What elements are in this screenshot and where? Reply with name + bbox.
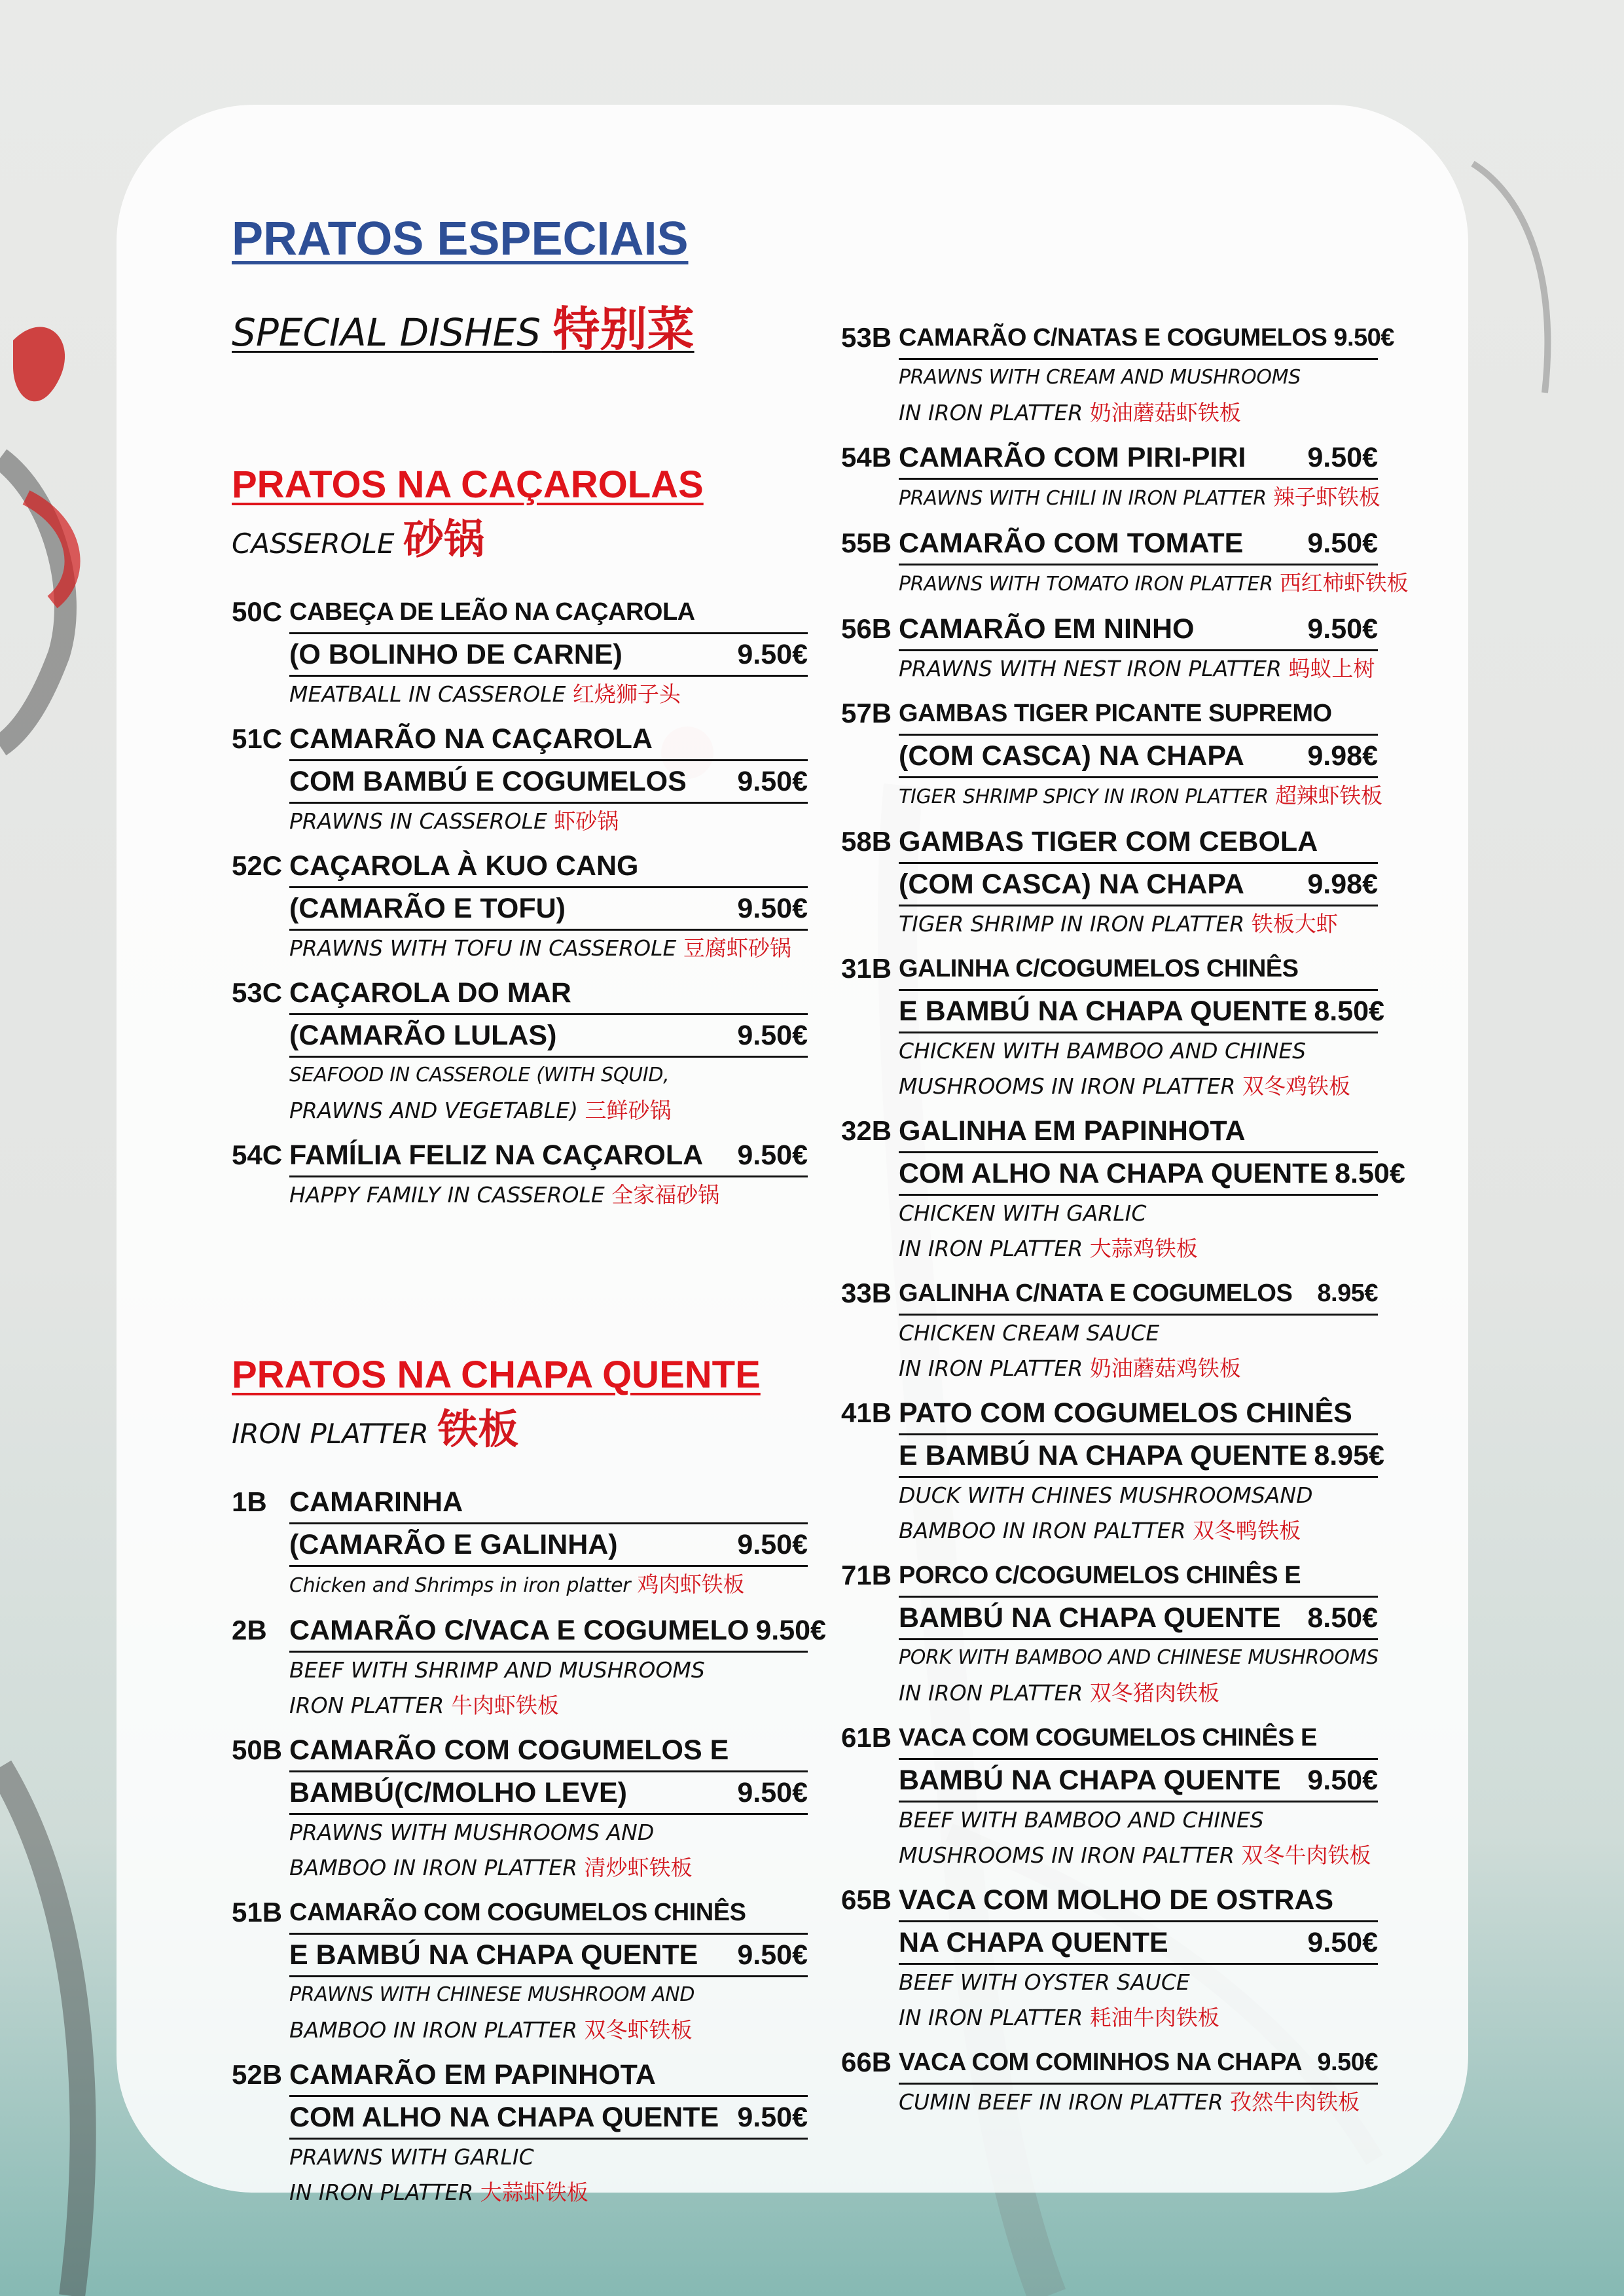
- item-body: [899, 609, 1378, 687]
- left-column: [232, 209, 826, 2217]
- item-price: 9.50€: [737, 1939, 808, 1971]
- item-english-text: MEATBALL IN CASSEROLE: [289, 681, 566, 707]
- menu-item: [841, 948, 1384, 1104]
- item-english-text: PRAWNS WITH NEST IRON PLATTER: [899, 656, 1282, 681]
- item-name: E BAMBÚ NA CHAPA QUENTE: [899, 996, 1308, 1027]
- item-name-line: [899, 1111, 1378, 1153]
- menu-item: [232, 1892, 808, 2048]
- item-english-text: SEAFOOD IN CASSEROLE (WITH SQUID,: [289, 1064, 670, 1086]
- item-body: [289, 846, 808, 966]
- item-body: [899, 437, 1378, 516]
- section-title-iron-platter: PRATOS NA CHAPA QUENTE: [232, 1354, 761, 1396]
- item-chinese-name: 奶油蘑菇鸡铁板: [1083, 1355, 1241, 1381]
- item-chinese-name: 双冬猪肉铁板: [1083, 1680, 1219, 1706]
- item-name-line: [899, 1717, 1378, 1760]
- item-english-desc: [899, 565, 1409, 602]
- item-body: [899, 1717, 1378, 1873]
- item-chinese-name: 豆腐虾砂锅: [676, 935, 791, 961]
- item-english-desc: [899, 1196, 1378, 1231]
- item-name-line: [899, 1555, 1378, 1598]
- item-name: CAMARÃO COM PIRI-PIRI: [899, 442, 1246, 473]
- item-name-line: [899, 1153, 1405, 1196]
- item-chinese-name: 鸡肉虾铁板: [630, 1571, 745, 1597]
- item-code: 51C: [232, 723, 283, 754]
- item-english-desc: [899, 1676, 1378, 1711]
- item-english-desc: [899, 1640, 1378, 1676]
- item-name: CAMARÃO EM PAPINHOTA: [289, 2059, 656, 2090]
- item-name: (CAMARÃO E GALINHA): [289, 1529, 618, 1560]
- item-name: NA CHAPA QUENTE: [899, 1927, 1168, 1958]
- item-chinese-name: 全家福砂锅: [604, 1182, 720, 1208]
- item-english-text: PORK WITH BAMBOO AND CHINESE MUSHROOMS: [899, 1646, 1379, 1669]
- item-code: 58B: [841, 826, 892, 857]
- iron-platter-item-list-left: [232, 1482, 826, 2210]
- item-body: [289, 1135, 808, 1213]
- item-english-desc: [899, 2085, 1378, 2120]
- item-english-desc: [289, 1567, 808, 1604]
- section-subtitle-zh: 铁板: [437, 1405, 519, 1453]
- item-name: (COM CASCA) NA CHAPA: [899, 740, 1244, 772]
- item-english-desc: [899, 651, 1378, 687]
- item-english-text: PRAWNS WITH MUSHROOMS AND: [289, 1820, 655, 1845]
- item-english-text: PRAWNS WITH CHILI IN IRON PLATTER: [899, 487, 1267, 510]
- item-name-line: [289, 1935, 808, 1977]
- item-chinese-name: 奶油蘑菇虾铁板: [1083, 400, 1241, 425]
- item-name-line: [899, 1760, 1378, 1803]
- item-code: 53C: [232, 977, 283, 1008]
- item-body: [289, 2054, 808, 2210]
- item-price: 8.50€: [1307, 1602, 1378, 1634]
- item-chinese-name: 西红柿虾铁板: [1272, 570, 1409, 596]
- item-code: 66B: [841, 2047, 892, 2077]
- menu-item: [841, 821, 1378, 942]
- item-english-desc: [899, 1838, 1378, 1873]
- item-english-text: PRAWNS WITH CREAM AND MUSHROOMS: [899, 366, 1301, 389]
- menu-item: [232, 1135, 808, 1213]
- item-code: 54B: [841, 442, 892, 473]
- item-name-line: [289, 1482, 808, 1524]
- item-body: [899, 1273, 1378, 1386]
- item-english-text: IN IRON PLATTER: [289, 2179, 474, 2205]
- item-code: 50B: [232, 1734, 283, 1765]
- item-name-line: [899, 1598, 1378, 1640]
- item-chinese-name: 双冬鸭铁板: [1185, 1518, 1301, 1543]
- item-code: 61B: [841, 1722, 892, 1753]
- item-english-desc: [899, 1803, 1378, 1838]
- item-body: [899, 317, 1394, 431]
- menu-item: [841, 609, 1378, 687]
- item-price: 9.50€: [1317, 2049, 1378, 2076]
- item-body: [899, 693, 1382, 815]
- item-name-line: [899, 437, 1378, 480]
- item-english-desc: [899, 1316, 1378, 1351]
- item-english-desc: [899, 2000, 1378, 2036]
- item-english-desc: [289, 677, 808, 712]
- item-name-line: [899, 864, 1378, 906]
- item-name-line: [289, 2054, 808, 2097]
- menu-item: [841, 523, 1409, 602]
- item-name-line: [899, 736, 1378, 778]
- menu-item: [841, 1880, 1378, 2036]
- menu-item: [232, 2054, 808, 2210]
- item-price: 9.50€: [737, 639, 808, 670]
- item-chinese-name: 大蒜虾铁板: [473, 2179, 588, 2205]
- item-chinese-name: 蚂蚁上树: [1281, 656, 1375, 681]
- item-code: 65B: [841, 1884, 892, 1915]
- section-subtitle-en: IRON PLATTER: [232, 1418, 429, 1450]
- item-name: GALINHA EM PAPINHOTA: [899, 1115, 1246, 1147]
- item-name: FAMÍLIA FELIZ NA CAÇAROLA: [289, 1139, 704, 1171]
- item-english-desc: [289, 2140, 808, 2175]
- iron-platter-item-list-right: [841, 317, 1409, 2120]
- page-subtitle-en: SPECIAL DISHES: [232, 310, 541, 355]
- item-name-line: [289, 1892, 808, 1935]
- item-name-line: [899, 1922, 1378, 1965]
- item-name-line: [289, 846, 808, 888]
- item-code: 71B: [841, 1560, 892, 1590]
- item-name-line: [899, 609, 1378, 651]
- item-code: 56B: [841, 613, 892, 644]
- item-name: (COM CASCA) NA CHAPA: [899, 869, 1244, 900]
- item-english-desc: [289, 1653, 808, 1688]
- item-english-desc: [899, 480, 1378, 516]
- section-subtitle-en: CASSEROLE: [232, 528, 395, 560]
- item-name: (CAMARÃO E TOFU): [289, 893, 566, 924]
- item-name: BAMBÚ NA CHAPA QUENTE: [899, 1765, 1281, 1796]
- item-price: 9.50€: [1307, 613, 1378, 645]
- item-name-line: [289, 1524, 808, 1567]
- item-english-text: IN IRON PLATTER: [899, 1680, 1083, 1706]
- section-subtitle-iron-platter: [232, 1400, 808, 1463]
- item-body: [289, 1730, 808, 1886]
- item-name-line: [289, 2097, 808, 2140]
- item-body: [899, 1111, 1405, 1266]
- item-english-desc: [899, 395, 1378, 431]
- item-english-text: HAPPY FAMILY IN CASSEROLE: [289, 1182, 605, 1208]
- item-price: 9.50€: [1307, 1927, 1378, 1958]
- item-body: [289, 1482, 808, 1604]
- item-price: 9.98€: [1307, 740, 1378, 772]
- item-english-desc: [899, 1513, 1378, 1549]
- item-code: 32B: [841, 1115, 892, 1146]
- item-english-desc: [289, 1177, 808, 1213]
- item-english-desc: [899, 1069, 1378, 1104]
- item-english-text: PRAWNS AND VEGETABLE): [289, 1098, 579, 1123]
- item-body: [899, 523, 1409, 602]
- item-code: 41B: [841, 1397, 892, 1428]
- item-name-line: [289, 1135, 808, 1177]
- item-chinese-name: 双冬虾铁板: [577, 2017, 693, 2043]
- item-body: [289, 973, 808, 1128]
- casserole-item-list: [232, 592, 808, 1213]
- item-name-line: [289, 1610, 826, 1653]
- item-name-line: [899, 821, 1378, 864]
- menu-item: [841, 1273, 1378, 1386]
- item-code: 55B: [841, 528, 892, 558]
- item-english-text: TIGER SHRIMP IN IRON PLATTER: [899, 911, 1245, 937]
- item-price: 8.50€: [1335, 1158, 1405, 1189]
- item-english-desc: [899, 1965, 1378, 2000]
- item-code: 33B: [841, 1278, 892, 1308]
- item-code: 53B: [841, 322, 892, 353]
- item-body: [899, 821, 1378, 942]
- item-price: 8.95€: [1317, 1280, 1378, 1307]
- item-price: 9.50€: [1307, 1765, 1378, 1796]
- item-name: GAMBAS TIGER COM CEBOLA: [899, 826, 1318, 857]
- item-body: [899, 948, 1384, 1104]
- item-price: 9.50€: [737, 1529, 808, 1560]
- item-code: 52B: [232, 2059, 283, 2090]
- item-chinese-name: 超辣虾铁板: [1268, 783, 1382, 808]
- item-english-text: MUSHROOMS IN IRON PALTTER: [899, 1842, 1235, 1868]
- item-name: CABEÇA DE LEÃO NA CAÇAROLA: [289, 598, 695, 626]
- item-name: VACA COM COGUMELOS CHINÊS E: [899, 1724, 1317, 1751]
- item-english-text: CHICKEN CREAM SAUCE: [899, 1320, 1160, 1346]
- item-chinese-name: 清炒虾铁板: [577, 1855, 693, 1880]
- item-name: VACA COM COMINHOS NA CHAPA: [899, 2049, 1303, 2076]
- item-chinese-name: 双冬牛肉铁板: [1234, 1842, 1371, 1868]
- item-name-line: [899, 1435, 1384, 1478]
- item-english-desc: [899, 1033, 1378, 1069]
- item-body: [899, 1880, 1378, 2036]
- item-name: PORCO C/COGUMELOS CHINÊS E: [899, 1562, 1301, 1589]
- item-body: [899, 1555, 1378, 1711]
- item-english-text: BAMBOO IN IRON PALTTER: [899, 1518, 1186, 1543]
- section-title-casserole: PRATOS NA CAÇAROLAS: [232, 463, 704, 506]
- section-subtitle-casserole: [232, 510, 808, 573]
- item-price: 9.50€: [1307, 528, 1378, 559]
- item-price: 9.50€: [737, 766, 808, 797]
- item-price: 8.95€: [1314, 1440, 1384, 1471]
- item-name: E BAMBÚ NA CHAPA QUENTE: [899, 1440, 1308, 1471]
- item-price: 8.50€: [1314, 996, 1384, 1027]
- item-chinese-name: 虾砂锅: [547, 808, 619, 834]
- page-subtitle-zh: 特别菜: [552, 301, 695, 357]
- item-name-line: [289, 1730, 808, 1772]
- item-chinese-name: 铁板大虾: [1244, 911, 1338, 937]
- item-name: CAÇAROLA À KUO CANG: [289, 850, 639, 882]
- item-chinese-name: 孜然牛肉铁板: [1223, 2089, 1360, 2115]
- item-name: COM BAMBÚ E COGUMELOS: [289, 766, 687, 797]
- item-name-line: [899, 1273, 1378, 1316]
- item-code: 31B: [841, 953, 892, 984]
- item-name-line: [899, 1880, 1378, 1922]
- menu-item: [841, 317, 1394, 431]
- menu-item: [841, 437, 1378, 516]
- item-name: CAMARÃO C/VACA E COGUMELO: [289, 1615, 749, 1646]
- item-code: 52C: [232, 850, 283, 881]
- item-name-line: [899, 948, 1378, 991]
- item-price: 9.50€: [1307, 442, 1378, 473]
- item-name: CAMARINHA: [289, 1486, 463, 1518]
- item-name: GAMBAS TIGER PICANTE SUPREMO: [899, 700, 1332, 727]
- item-price: 9.50€: [737, 2102, 808, 2133]
- menu-item: [841, 1717, 1378, 1873]
- item-english-desc: [289, 1688, 808, 1723]
- item-name-line: [289, 592, 808, 634]
- item-english-text: IN IRON PLATTER: [899, 1355, 1083, 1381]
- item-name: COM ALHO NA CHAPA QUENTE: [289, 2102, 719, 2133]
- item-english-text: CHICKEN WITH BAMBOO AND CHINES: [899, 1038, 1307, 1064]
- item-english-text: PRAWNS IN CASSEROLE: [289, 808, 547, 834]
- item-chinese-name: 辣子虾铁板: [1266, 484, 1380, 510]
- item-english-desc: [899, 1478, 1378, 1513]
- item-chinese-name: 红烧狮子头: [566, 681, 681, 707]
- item-english-text: CUMIN BEEF IN IRON PLATTER: [899, 2089, 1223, 2115]
- item-price: 9.50€: [737, 893, 808, 924]
- item-name-line: [899, 523, 1378, 565]
- item-price: 9.98€: [1307, 869, 1378, 900]
- item-english-desc: [899, 360, 1378, 395]
- item-name: CAMARÃO NA CAÇAROLA: [289, 723, 653, 755]
- item-english-desc: [899, 1231, 1378, 1266]
- item-code: 2B: [232, 1615, 267, 1645]
- item-english-desc: [899, 1351, 1378, 1386]
- item-name-line: [899, 991, 1384, 1033]
- menu-item: [232, 1482, 808, 1604]
- item-english-text: BEEF WITH OYSTER SAUCE: [899, 1969, 1190, 1995]
- item-chinese-name: 三鲜砂锅: [578, 1098, 672, 1123]
- page-title: PRATOS ESPECIAIS: [232, 213, 689, 265]
- item-english-desc: [899, 778, 1382, 815]
- item-name: CAÇAROLA DO MAR: [289, 977, 571, 1009]
- item-name: CAMARÃO COM COGUMELOS CHINÊS: [289, 1899, 746, 1926]
- menu-item: [841, 693, 1382, 815]
- item-name-line: [289, 1015, 808, 1058]
- item-name-line: [289, 888, 808, 931]
- item-name-line: [289, 1772, 808, 1815]
- menu-item: [232, 846, 808, 966]
- item-english-text: IN IRON PLATTER: [899, 1236, 1083, 1261]
- item-body: [899, 2042, 1378, 2120]
- item-english-desc: [289, 1058, 808, 1093]
- item-english-text: CHICKEN WITH GARLIC: [899, 1200, 1147, 1226]
- item-english-text: Chicken and Shrimps in iron platter: [289, 1574, 631, 1597]
- item-body: [899, 1393, 1384, 1549]
- item-name-line: [289, 634, 808, 677]
- item-name-line: [899, 317, 1394, 360]
- item-price: 9.50€: [737, 1139, 808, 1171]
- item-name: GALINHA C/COGUMELOS CHINÊS: [899, 955, 1299, 982]
- item-name: BAMBÚ(C/MOLHO LEVE): [289, 1777, 627, 1808]
- item-body: [289, 1892, 808, 2048]
- item-english-text: PRAWNS WITH GARLIC: [289, 2144, 534, 2170]
- item-name: (CAMARÃO LULAS): [289, 1020, 557, 1051]
- item-name-line: [289, 761, 808, 804]
- item-name-line: [289, 719, 808, 761]
- item-name-line: [899, 693, 1378, 736]
- item-english-text: TIGER SHRIMP SPICY IN IRON PLATTER: [899, 785, 1269, 808]
- item-name: COM ALHO NA CHAPA QUENTE: [899, 1158, 1329, 1189]
- item-english-desc: [289, 1093, 808, 1128]
- item-english-text: PRAWNS WITH CHINESE MUSHROOM AND: [289, 1983, 695, 2006]
- item-english-text: BEEF WITH BAMBOO AND CHINES: [899, 1807, 1264, 1833]
- item-name: CAMARÃO COM TOMATE: [899, 528, 1244, 559]
- item-chinese-name: 大蒜鸡铁板: [1083, 1236, 1198, 1261]
- menu-item: [232, 973, 808, 1128]
- item-english-text: BAMBOO IN IRON PLATTER: [289, 2017, 578, 2043]
- item-name: BAMBÚ NA CHAPA QUENTE: [899, 1602, 1281, 1634]
- item-code: 1B: [232, 1486, 267, 1517]
- item-code: 57B: [841, 698, 892, 728]
- item-name: CAMARÃO C/NATAS E COGUMELOS: [899, 324, 1327, 351]
- item-english-desc: [289, 804, 808, 839]
- menu-item: [232, 592, 808, 712]
- item-name: PATO COM COGUMELOS CHINÊS: [899, 1397, 1352, 1429]
- item-name-line: [289, 973, 808, 1015]
- item-price: 9.50€: [737, 1020, 808, 1051]
- section-subtitle-zh: 砂锅: [403, 515, 484, 563]
- item-english-desc: [289, 1815, 808, 1850]
- item-english-desc: [289, 2175, 808, 2210]
- item-name-line: [899, 2042, 1378, 2085]
- item-price: 9.50€: [737, 1777, 808, 1808]
- right-column: [841, 317, 1409, 2126]
- menu-item: [841, 1555, 1378, 1711]
- item-english-desc: [899, 906, 1378, 942]
- item-english-text: BAMBOO IN IRON PLATTER: [289, 1855, 578, 1880]
- menu-item: [232, 1730, 808, 1886]
- menu-item: [232, 719, 808, 839]
- item-code: 54C: [232, 1139, 283, 1170]
- item-english-desc: [289, 2013, 808, 2048]
- item-english-text: IN IRON PLATTER: [899, 400, 1083, 425]
- item-english-text: PRAWNS WITH TOFU IN CASSEROLE: [289, 935, 677, 961]
- menu-item: [841, 2042, 1378, 2120]
- item-english-desc: [289, 931, 808, 966]
- item-price: 9.50€: [755, 1615, 826, 1646]
- item-body: [289, 719, 808, 839]
- item-name: VACA COM MOLHO DE OSTRAS: [899, 1884, 1334, 1916]
- item-english-text: BEEF WITH SHRIMP AND MUSHROOMS: [289, 1657, 705, 1683]
- item-english-text: DUCK WITH CHINES MUSHROOMSAND: [899, 1482, 1313, 1508]
- item-chinese-name: 耗油牛肉铁板: [1083, 2005, 1219, 2030]
- page-subtitle: [232, 300, 808, 362]
- item-name: CAMARÃO COM COGUMELOS E: [289, 1734, 729, 1766]
- menu-item: [232, 1610, 826, 1723]
- item-english-desc: [289, 1977, 808, 2013]
- item-english-text: MUSHROOMS IN IRON PLATTER: [899, 1073, 1236, 1099]
- item-chinese-name: 牛肉虾铁板: [444, 1693, 559, 1718]
- item-name: (O BOLINHO DE CARNE): [289, 639, 623, 670]
- item-name-line: [899, 1393, 1378, 1435]
- item-name: GALINHA C/NATA E COGUMELOS: [899, 1280, 1293, 1307]
- item-code: 50C: [232, 596, 283, 627]
- item-english-text: IN IRON PLATTER: [899, 2005, 1083, 2030]
- menu-item: [841, 1111, 1405, 1266]
- menu-item: [841, 1393, 1384, 1549]
- item-english-text: IRON PLATTER: [289, 1693, 444, 1718]
- item-body: [289, 592, 808, 712]
- item-body: [289, 1610, 826, 1723]
- item-english-text: PRAWNS WITH TOMATO IRON PLATTER: [899, 573, 1273, 596]
- item-chinese-name: 双冬鸡铁板: [1235, 1073, 1350, 1099]
- item-name: E BAMBÚ NA CHAPA QUENTE: [289, 1939, 698, 1971]
- item-name: CAMARÃO EM NINHO: [899, 613, 1195, 645]
- item-price: 9.50€: [1333, 324, 1394, 351]
- item-code: 51B: [232, 1897, 283, 1928]
- item-english-desc: [289, 1850, 808, 1886]
